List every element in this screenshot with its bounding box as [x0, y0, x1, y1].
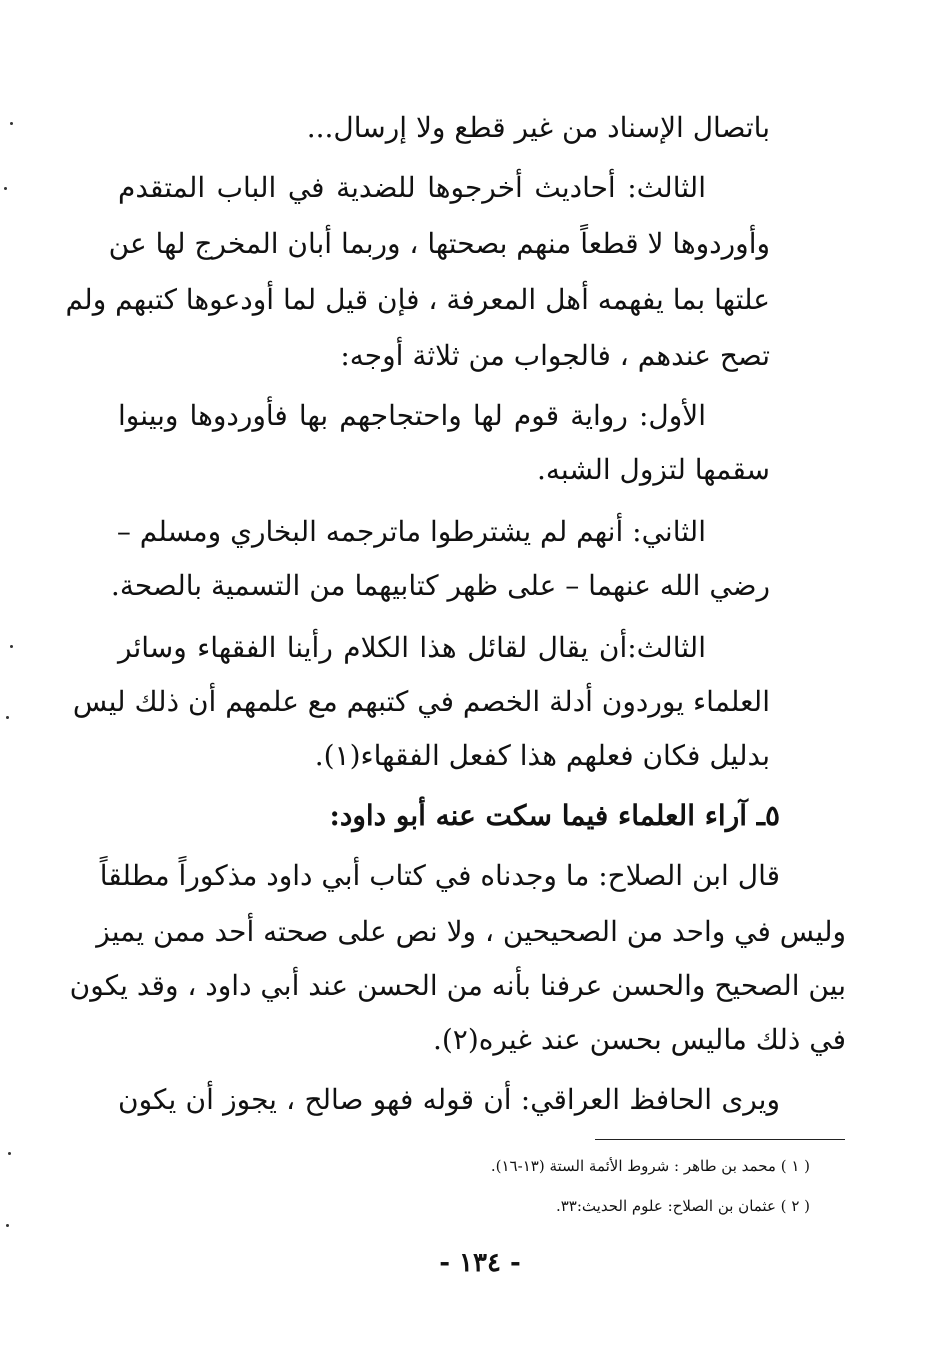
scan-speck — [6, 1224, 9, 1227]
text-line: الثاني: أنهم لم يشترطوا ماترجمه البخاري ومسلم – — [116, 515, 706, 548]
text-line: وأوردوها لا قطعاً منهم بصحتها ، وربما أبان المخرج لها عن — [108, 227, 770, 260]
text-line: قال ابن الصلاح: ما وجدناه في كتاب أبي داود مذكوراً مطلقاً — [99, 859, 780, 892]
scan-speck — [6, 716, 9, 719]
scan-speck — [8, 1152, 11, 1155]
text-line: باتصال الإسناد من غير قطع ولا إرسال... — [306, 111, 770, 144]
text-line: الأول: رواية قوم لها واحتجاجهم بها فأوردوها وبينوا — [118, 399, 706, 432]
section-heading: ٥ـ آراء العلماء فيما سكت عنه أبو داود: — [329, 799, 780, 832]
text-line: العلماء يوردون أدلة الخصم في كتبهم مع علمهم أن ذلك ليس — [72, 685, 770, 718]
scan-speck — [4, 187, 7, 190]
text-line: وليس في واحد من الصحيحين ، ولا نص على صحته أحد ممن يميز — [96, 915, 846, 948]
scan-speck — [10, 645, 13, 648]
text-line: علتها بما يفهمه أهل المعرفة ، فإن قيل لما أودعوها كتبهم ولم — [65, 283, 770, 316]
text-line: بدليل فكان فعلهم هذا كفعل الفقهاء(١). — [314, 739, 770, 772]
text-line: بين الصحيح والحسن عرفنا بأنه من الحسن عند أبي داود ، وقد يكون — [69, 969, 846, 1002]
scan-speck — [10, 122, 13, 125]
text-line: الثالث:أن يقال لقائل هذا الكلام رأينا الفقهاء وسائر — [118, 631, 706, 664]
text-line: الثالث: أحاديث أخرجوها للضدية في الباب المتقدم — [118, 171, 706, 204]
text-line: ويرى الحافظ العراقي: أن قوله فهو صالح ، يجوز أن يكون — [118, 1083, 780, 1116]
footnote: ( ٢ ) عثمان بن الصلاح: علوم الحديث:٣٣. — [555, 1197, 810, 1215]
footnote-separator — [595, 1139, 845, 1140]
text-line: تصح عندهم ، فالجواب من ثلاثة أوجه: — [340, 339, 770, 372]
page-number: - ١٣٤ - — [439, 1248, 521, 1278]
text-line: رضي الله عنهما – على ظهر كتابيهما من التسمية بالصحة. — [110, 569, 770, 602]
text-line: سقمها لتزول الشبه. — [537, 453, 770, 486]
text-line: في ذلك ماليس بحسن عند غيره(٢). — [432, 1023, 846, 1056]
footnote: ( ١ ) محمد بن طاهر : شروط الأئمة الستة (١٣-١٦). — [490, 1157, 810, 1175]
